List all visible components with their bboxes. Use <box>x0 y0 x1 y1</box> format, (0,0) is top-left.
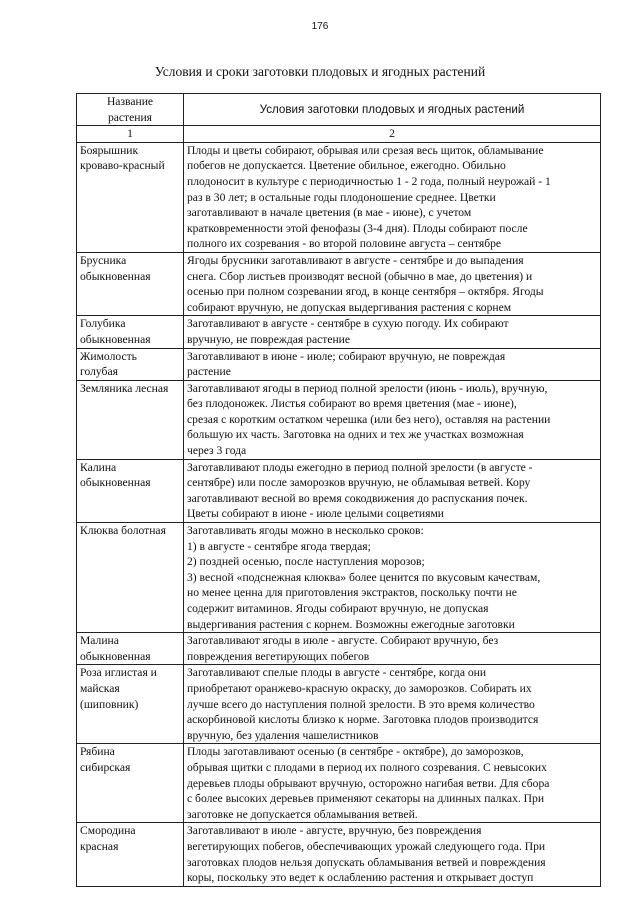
conditions-line: Заготавливать ягоды можно в несколько сроков: <box>187 524 424 538</box>
document-title: Условия и сроки заготовки плодовых и ягодных растений <box>154 64 486 79</box>
plant-name-line: Малина <box>80 634 119 648</box>
plant-name-line: Жимолость <box>80 349 137 363</box>
plant-name-cell <box>77 633 184 665</box>
plant-name-line: обыкновенная <box>80 476 151 490</box>
conditions-cell <box>184 316 601 348</box>
conditions-line: плодоносит в культуре с периодичностью 1 - 2 года, полный неурожай - 1 <box>187 174 551 188</box>
plant-name-line: Рябина <box>80 745 115 759</box>
conditions-line: раз в 30 лет; в остальные годы плодоношение среднее. Цветки <box>187 190 496 204</box>
conditions-cell <box>184 665 601 744</box>
conditions-line: вегетирующих побегов, обеспечивающих урожай следующего года. При <box>187 839 546 853</box>
plant-name-line: Земляника лесная <box>80 381 169 395</box>
conditions-line: приобретают оранжево-красную окраску, до заморозков. Собирать их <box>187 681 532 695</box>
conditions-line: Заготавливают спелые плоды в августе - сентябре, когда они <box>187 666 487 680</box>
conditions-line: содержит витаминов. Ягоды собирают вручную, не допуская <box>187 602 489 615</box>
conditions-cell <box>184 252 601 315</box>
column-number-row <box>77 126 601 143</box>
conditions-line: 1) в августе - сентябре ягода твердая; <box>187 539 371 553</box>
plant-name-line: обыкновенная <box>80 269 151 283</box>
conditions-line: Ягоды брусники заготавливают в августе - сентябре и до выпадения <box>187 253 524 267</box>
conditions-line: через 3 года <box>187 444 247 458</box>
conditions-line: снега. Сбор листьев производят весной (обычно в мае, до цветения) и <box>187 269 533 283</box>
conditions-line: 3) весной «подснежная клюква» более ценится по вкусовым качествам, <box>187 570 541 584</box>
plant-name-cell <box>77 380 184 459</box>
table-row <box>77 252 601 315</box>
conditions-line: Заготавливают ягоды в июле - августе. Собирают вручную, без <box>187 634 499 648</box>
plant-name-line: Калина <box>80 460 117 474</box>
conditions-cell <box>184 523 601 633</box>
table-row <box>77 380 601 459</box>
conditions-line: собирают вручную, не допуская выдергивания растения с корнем <box>187 300 512 314</box>
conditions-line: лучше всего до наступления полной зрелости. В это время количество <box>187 697 535 711</box>
conditions-line: заготавливают весной во время сокодвижения до распускания почек. <box>187 491 528 505</box>
plant-name-line: Голубика <box>80 317 126 331</box>
table-row <box>77 348 601 380</box>
conditions-line: сентябре) или после заморозков вручную, не обламывая ветвей. Кору <box>187 476 531 490</box>
plant-name-line: майская <box>80 681 120 695</box>
conditions-line: заготовках плодов нельзя допускать обламывания ветвей и повреждения <box>187 855 546 869</box>
conditions-line: Заготавливают в июле - августе, вручную, без повреждения <box>187 824 482 838</box>
conditions-line: заготавливают в начале цветения (в мае - июне), с учетом <box>187 206 472 220</box>
plant-name-cell <box>77 142 184 252</box>
conditions-line: вручную, без удаления чашелистников <box>187 728 379 742</box>
conditions-line: заготовке не допускается обламывания ветвей. <box>187 807 418 821</box>
conditions-line: полного их созревания - во второй половине августа – сентябре <box>187 237 502 251</box>
plant-name-line: обыкновенная <box>80 649 151 663</box>
plant-name-line: Смородина <box>80 824 136 838</box>
conditions-cell <box>184 744 601 823</box>
conditions-line: выдергивания растения с корнем. Возможны ежегодные заготовки <box>187 617 515 631</box>
plant-name-line: обыкновенная <box>80 332 151 346</box>
harvest-conditions-table <box>76 93 601 887</box>
conditions-line: кратковременности этой фенофазы (3-4 дня). Плоды собирают после <box>187 221 528 235</box>
conditions-line: 2) поздней осенью, после наступления морозов; <box>187 555 425 569</box>
plant-name-cell <box>77 523 184 633</box>
plant-name-cell <box>77 316 184 348</box>
conditions-line: аскорбиновой кислоты близко к норме. Заготовка плодов производится <box>187 713 539 727</box>
table-body <box>77 142 601 886</box>
conditions-line: деревьев плоды обрывают вручную, осторожно нагибая ветви. Для сбора <box>187 776 550 790</box>
conditions-line: вручную, не повреждая растение <box>187 332 351 346</box>
plant-name-line: Клюква болотная <box>80 524 166 538</box>
conditions-line: большую их часть. Заготовка на одних и тех же участках возможная <box>187 428 524 442</box>
plant-name-line: (шиповник) <box>80 697 139 711</box>
table-row <box>77 316 601 348</box>
conditions-line: коры, поскольку это ведет к ослаблению растения и открывает доступ <box>187 871 534 885</box>
table-row <box>77 633 601 665</box>
plant-name-cell <box>77 459 184 522</box>
plant-name-line: Брусника <box>80 253 127 267</box>
conditions-cell <box>184 459 601 522</box>
conditions-line: осенью при полном созревании ягод, в конце сентября – октября. Ягоды <box>187 285 544 299</box>
column-header-plant-name <box>77 94 184 126</box>
conditions-line: с более высоких деревьев применяют секаторы на длинных палках. При <box>187 792 545 806</box>
conditions-line: обрывая щитки с плодами в период их полного созревания. С невысоких <box>187 760 547 774</box>
conditions-line: но менее ценна для приготовления экстрактов, поскольку почти не <box>187 586 517 600</box>
conditions-line: Плоды и цветы собирают, обрывая или срезая весь щиток, обламывание <box>187 143 544 157</box>
header-line: Название <box>106 95 154 108</box>
conditions-cell <box>184 380 601 459</box>
conditions-line: без плодоножек. Листья собирают во время цветения (мае - июне), <box>187 397 517 411</box>
table-row <box>77 744 601 823</box>
plant-name-line: сибирская <box>80 760 131 774</box>
column-number: 1 <box>77 126 184 143</box>
plant-name-cell <box>77 348 184 380</box>
header-line: растения <box>107 110 153 124</box>
table-row <box>77 523 601 633</box>
conditions-cell <box>184 633 601 665</box>
plant-name-line: Боярышник <box>80 143 139 157</box>
table-row <box>77 142 601 252</box>
conditions-cell <box>184 823 601 886</box>
conditions-line: срезая с коротким остатком черешка (или без него), оставляя на растении <box>187 412 551 426</box>
plant-name-line: голубая <box>80 365 118 379</box>
conditions-line: Заготавливают в августе - сентябре в сухую погоду. Их собирают <box>187 317 509 331</box>
table-row <box>77 823 601 886</box>
conditions-line: Заготавливают плоды ежегодно в период полной зрелости (в августе - <box>187 460 533 474</box>
plant-name-line: Роза иглистая и <box>80 666 157 680</box>
conditions-line: Заготавливают ягоды в период полной зрелости (июнь - июль), вручную, <box>187 381 548 395</box>
plant-name-cell <box>77 744 184 823</box>
plant-name-cell <box>77 665 184 744</box>
column-number: 2 <box>184 126 601 143</box>
conditions-line: растение <box>187 365 231 379</box>
conditions-cell <box>184 348 601 380</box>
conditions-line: побегов не допускается. Цветение обильное, ежегодно. Обильно <box>187 159 506 173</box>
column-header-conditions: Условия заготовки плодовых и ягодных растений <box>184 94 601 126</box>
conditions-line: повреждения вегетирующих побегов <box>187 649 370 663</box>
conditions-cell <box>184 142 601 252</box>
table-row <box>77 459 601 522</box>
plant-name-line: красная <box>80 839 119 853</box>
plant-name-cell <box>77 252 184 315</box>
conditions-line: Заготавливают в июне - июле; собирают вручную, не повреждая <box>187 349 506 363</box>
table-row <box>77 665 601 744</box>
plant-name-line: кроваво-красный <box>80 159 165 173</box>
page-number: 176 <box>311 21 329 32</box>
plant-name-cell <box>77 823 184 886</box>
conditions-line: Плоды заготавливают осенью (в сентябре - октябре), до заморозков, <box>187 745 524 759</box>
conditions-line: Цветы собирают в июне - июле целыми соцветиями <box>187 507 445 521</box>
table-header-row <box>77 94 601 126</box>
